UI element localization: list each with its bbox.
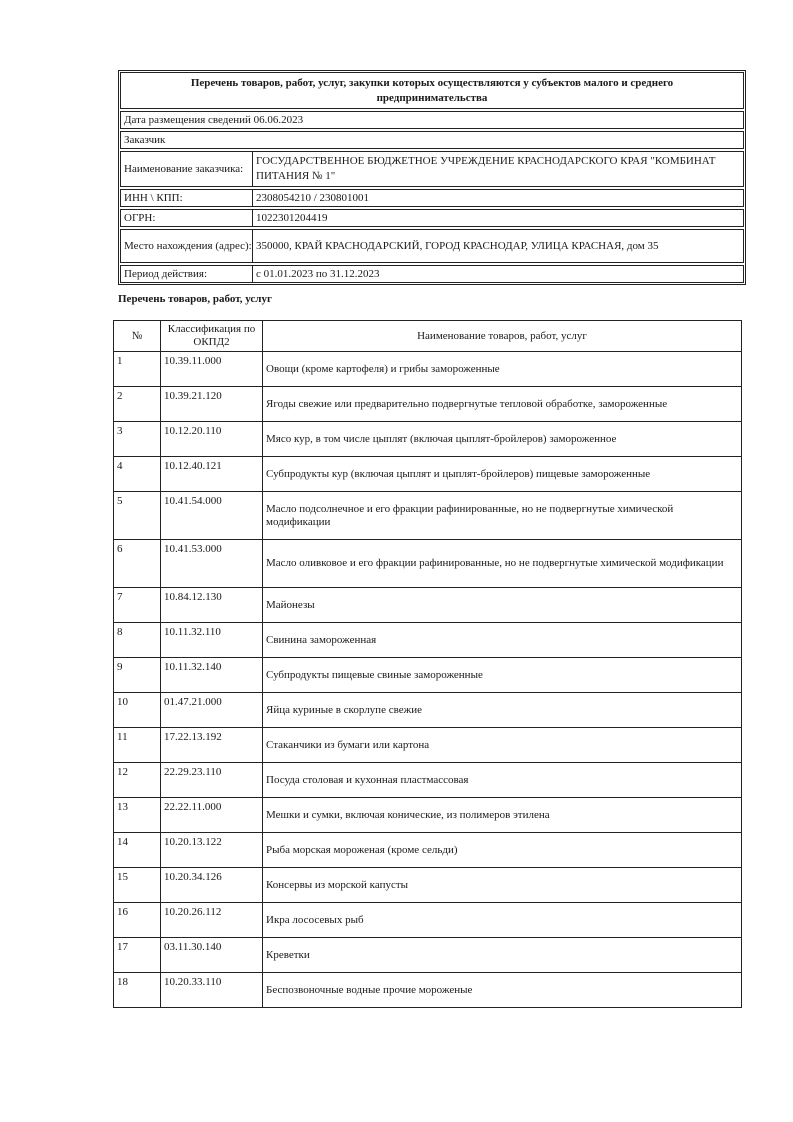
okpd2-code: 10.11.32.110	[161, 623, 263, 658]
row-number: 1	[114, 352, 161, 387]
item-name: Посуда столовая и кухонная пластмассовая	[263, 763, 742, 798]
table-row	[114, 763, 742, 798]
row-number: 2	[114, 387, 161, 422]
items-table	[113, 320, 742, 1008]
okpd2-code: 22.22.11.000	[161, 798, 263, 833]
publication-date: Дата размещения сведений 06.06.2023	[120, 111, 744, 129]
table-row	[114, 798, 742, 833]
table-row	[114, 352, 742, 387]
row-number: 15	[114, 868, 161, 903]
okpd2-code: 10.41.54.000	[161, 492, 263, 540]
item-name: Масло оливковое и его фракции рафинированные, но не подвергнутые химической модификации	[263, 540, 742, 588]
table-row	[114, 457, 742, 492]
table-row	[114, 903, 742, 938]
field-label: Период действия:	[121, 266, 253, 282]
okpd2-code: 10.20.33.110	[161, 973, 263, 1008]
item-name: Консервы из морской капусты	[263, 868, 742, 903]
item-name: Рыба морская мороженая (кроме сельди)	[263, 833, 742, 868]
item-name: Ягоды свежие или предварительно подвергнутые тепловой обработке, замороженные	[263, 387, 742, 422]
column-header-name: Наименование товаров, работ, услуг	[263, 321, 742, 352]
okpd2-code: 10.12.40.121	[161, 457, 263, 492]
period-row	[120, 265, 744, 283]
row-number: 17	[114, 938, 161, 973]
field-label: ИНН \ КПП:	[121, 190, 253, 206]
row-number: 13	[114, 798, 161, 833]
row-number: 6	[114, 540, 161, 588]
row-number: 3	[114, 422, 161, 457]
row-number: 8	[114, 623, 161, 658]
okpd2-code: 10.84.12.130	[161, 588, 263, 623]
table-header-row	[114, 321, 742, 352]
table-row	[114, 588, 742, 623]
item-name: Креветки	[263, 938, 742, 973]
item-name: Масло подсолнечное и его фракции рафинированные, но не подвергнутые химической модификации	[263, 492, 742, 540]
item-name: Свинина замороженная	[263, 623, 742, 658]
okpd2-code: 10.11.32.140	[161, 658, 263, 693]
table-row	[114, 492, 742, 540]
okpd2-code: 10.20.13.122	[161, 833, 263, 868]
item-name: Овощи (кроме картофеля) и грибы замороженные	[263, 352, 742, 387]
list-title: Перечень товаров, работ, услуг	[118, 293, 272, 305]
okpd2-code: 22.29.23.110	[161, 763, 263, 798]
field-label: Место нахождения (адрес):	[121, 230, 253, 262]
okpd2-code: 10.20.26.112	[161, 903, 263, 938]
table-row	[114, 693, 742, 728]
customer-name-value: ГОСУДАРСТВЕННОЕ БЮДЖЕТНОЕ УЧРЕЖДЕНИЕ КРАСНОДАРСКОГО КРАЯ "КОМБИНАТ ПИТАНИЯ № 1"	[256, 155, 716, 182]
address-row	[120, 229, 744, 263]
document-title: Перечень товаров, работ, услуг, закупки которых осуществляются у субъектов малого и среднего предпринимательства	[120, 72, 744, 109]
table-row	[114, 387, 742, 422]
period-value: с 01.01.2023 по 31.12.2023	[256, 267, 380, 280]
row-number: 18	[114, 973, 161, 1008]
column-header-code: Классификация по ОКПД2	[161, 321, 263, 352]
address-value: 350000, КРАЙ КРАСНОДАРСКИЙ, ГОРОД КРАСНОДАР, УЛИЦА КРАСНАЯ, дом 35	[256, 239, 659, 252]
customer-section-label: Заказчик	[120, 131, 744, 149]
item-name: Мясо кур, в том числе цыплят (включая цыплят-бройлеров) замороженное	[263, 422, 742, 457]
header-block	[118, 70, 746, 285]
field-label: Наименование заказчика:	[121, 152, 253, 186]
table-row	[114, 973, 742, 1008]
row-number: 11	[114, 728, 161, 763]
inn-kpp-value: 2308054210 / 230801001	[256, 191, 370, 204]
table-row	[114, 540, 742, 588]
row-number: 5	[114, 492, 161, 540]
item-name: Икра лососевых рыб	[263, 903, 742, 938]
item-name: Беспозвоночные водные прочие мороженые	[263, 973, 742, 1008]
okpd2-code: 03.11.30.140	[161, 938, 263, 973]
item-name: Мешки и сумки, включая конические, из полимеров этилена	[263, 798, 742, 833]
row-number: 10	[114, 693, 161, 728]
row-number: 9	[114, 658, 161, 693]
row-number: 12	[114, 763, 161, 798]
item-name: Яйца куриные в скорлупе свежие	[263, 693, 742, 728]
item-name: Субпродукты кур (включая цыплят и цыплят-бройлеров) пищевые замороженные	[263, 457, 742, 492]
row-number: 4	[114, 457, 161, 492]
table-row	[114, 422, 742, 457]
table-row	[114, 868, 742, 903]
okpd2-code: 01.47.21.000	[161, 693, 263, 728]
item-name: Субпродукты пищевые свиные замороженные	[263, 658, 742, 693]
item-name: Майонезы	[263, 588, 742, 623]
okpd2-code: 10.39.11.000	[161, 352, 263, 387]
ogrn-value: 1022301204419	[256, 211, 328, 224]
okpd2-code: 17.22.13.192	[161, 728, 263, 763]
ogrn-row	[120, 209, 744, 227]
customer-name-row	[120, 151, 744, 187]
table-row	[114, 833, 742, 868]
field-label: ОГРН:	[121, 210, 253, 226]
row-number: 14	[114, 833, 161, 868]
table-row	[114, 623, 742, 658]
column-header-number: №	[114, 321, 161, 352]
okpd2-code: 10.12.20.110	[161, 422, 263, 457]
row-number: 16	[114, 903, 161, 938]
table-row	[114, 658, 742, 693]
okpd2-code: 10.41.53.000	[161, 540, 263, 588]
okpd2-code: 10.39.21.120	[161, 387, 263, 422]
row-number: 7	[114, 588, 161, 623]
table-row	[114, 938, 742, 973]
table-row	[114, 728, 742, 763]
okpd2-code: 10.20.34.126	[161, 868, 263, 903]
inn-kpp-row	[120, 189, 744, 207]
item-name: Стаканчики из бумаги или картона	[263, 728, 742, 763]
